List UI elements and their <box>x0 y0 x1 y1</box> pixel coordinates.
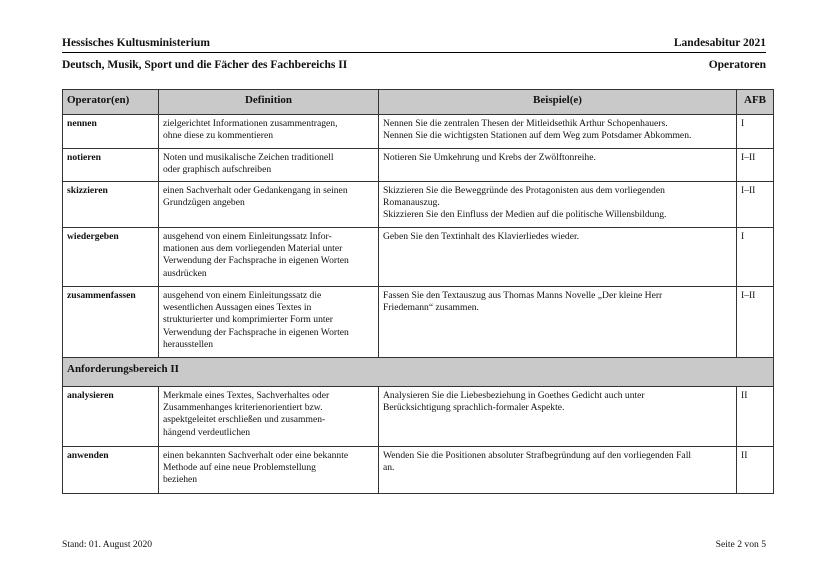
definition-cell <box>159 447 379 494</box>
example-line: Notieren Sie Umkehrung und Krebs der Zwölftonreihe. <box>383 152 596 163</box>
definition-line: oder graphisch aufschreiben <box>163 164 272 176</box>
table-header-row <box>63 90 774 115</box>
ministry-name: Hessisches Kultusministerium <box>62 37 210 49</box>
example-line: Analysieren Sie die Liebesbeziehung in Goethes Gedicht auch unter <box>383 390 645 401</box>
definition-line: beziehen <box>163 474 198 486</box>
example-cell <box>379 387 737 447</box>
example-line: an. <box>383 462 395 474</box>
section-heading: Anforderungsbereich II <box>63 358 774 387</box>
header-divider <box>62 52 766 53</box>
table-row <box>63 387 774 447</box>
page-footer <box>62 539 766 550</box>
example-cell <box>379 182 737 228</box>
example-line: Skizzieren Sie die Beweggründe des Protagonisten aus dem vorliegenden <box>383 185 665 196</box>
operator-cell: zusammenfassen <box>63 287 159 358</box>
definition-cell <box>159 228 379 287</box>
example-line: Nennen Sie die wichtigsten Stationen auf dem Weg zum Potsdamer Abkommen. <box>383 130 692 142</box>
example-line: Berücksichtigung sprachlich-formaler Aspekte. <box>383 402 565 414</box>
operator-cell: notieren <box>63 149 159 182</box>
definition-cell <box>159 115 379 149</box>
definition-line: herausstellen <box>163 338 214 350</box>
example-cell <box>379 149 737 182</box>
afb-cell: I <box>737 115 774 149</box>
operator-cell: skizzieren <box>63 182 159 228</box>
operator-cell: anwenden <box>63 447 159 494</box>
afb-cell: I–II <box>737 149 774 182</box>
definition-cell <box>159 149 379 182</box>
definition-cell <box>159 287 379 358</box>
definition-cell <box>159 387 379 447</box>
example-cell <box>379 447 737 494</box>
afb-cell: I <box>737 228 774 287</box>
definition-line: zielgerichtet Informationen zusammentragen, <box>163 118 338 129</box>
column-header-example: Beispiel(e) <box>379 90 737 115</box>
table-row <box>63 182 774 228</box>
operator-cell: wiedergeben <box>63 228 159 287</box>
definition-line: Verwendung der Fachsprache in eigenen Worten <box>163 255 349 267</box>
table-row <box>63 287 774 358</box>
table-row <box>63 447 774 494</box>
afb-cell: II <box>737 387 774 447</box>
definition-line: Methode auf eine neue Problemstellung <box>163 462 316 474</box>
operator-cell: nennen <box>63 115 159 149</box>
afb-cell: I–II <box>737 182 774 228</box>
definition-line: einen Sachverhalt oder Gedankengang in seinen <box>163 185 348 196</box>
afb-cell: I–II <box>737 287 774 358</box>
column-header-afb: AFB <box>737 90 774 115</box>
example-cell <box>379 228 737 287</box>
definition-line: mationen aus dem vorliegenden Material unter <box>163 243 343 255</box>
page-subheader <box>62 59 766 71</box>
table-row <box>63 115 774 149</box>
definition-line: ausdrücken <box>163 267 207 279</box>
footer-page-number: Seite 2 von 5 <box>715 539 766 550</box>
definition-line: ohne diese zu kommentieren <box>163 130 274 142</box>
definition-line: Zusammenhanges kriterienorientiert bzw. <box>163 402 323 414</box>
definition-line: wesentlichen Aussagen eines Textes in <box>163 302 312 314</box>
footer-date: Stand: 01. August 2020 <box>62 539 153 550</box>
operator-cell: analysieren <box>63 387 159 447</box>
page-header <box>62 37 766 49</box>
definition-line: Noten und musikalische Zeichen traditionell <box>163 152 334 163</box>
example-cell <box>379 115 737 149</box>
example-cell <box>379 287 737 358</box>
definition-cell <box>159 182 379 228</box>
example-line: Fassen Sie den Textauszug aus Thomas Manns Novelle „Der kleine Herr <box>383 290 663 301</box>
definition-line: Verwendung der Fachsprache in eigenen Worten <box>163 326 349 338</box>
operators-table <box>62 89 774 494</box>
section-row <box>63 358 774 387</box>
definition-line: strukturierter und komprimierter Form unter <box>163 314 333 326</box>
example-line: Friedemann“ zusammen. <box>383 302 479 314</box>
definition-line: Grundzügen angeben <box>163 197 245 209</box>
example-line: Romanauszug. <box>383 197 440 209</box>
example-line: Geben Sie den Textinhalt des Klavierliedes wieder. <box>383 231 580 242</box>
table-row <box>63 149 774 182</box>
definition-line: einen bekannten Sachverhalt oder eine bekannte <box>163 450 349 461</box>
definition-line: aspektgeleitet erschließen und zusammen- <box>163 414 326 426</box>
column-header-operator: Operator(en) <box>63 90 159 115</box>
afb-cell: II <box>737 447 774 494</box>
definition-line: hängend verdeutlichen <box>163 426 251 438</box>
table-row <box>63 228 774 287</box>
section-title: Operatoren <box>708 59 766 71</box>
example-line: Nennen Sie die zentralen Thesen der Mitleidsethik Arthur Schopenhauers. <box>383 118 668 129</box>
example-line: Skizzieren Sie den Einfluss der Medien auf die politische Willensbildung. <box>383 209 667 221</box>
definition-line: ausgehend von einem Einleitungssatz Infor- <box>163 231 332 242</box>
subjects-title: Deutsch, Musik, Sport und die Fächer des Fachbereichs II <box>62 59 348 71</box>
definition-line: ausgehend von einem Einleitungssatz die <box>163 290 322 301</box>
definition-line: Merkmale eines Textes, Sachverhaltes oder <box>163 390 330 401</box>
column-header-definition: Definition <box>159 90 379 115</box>
exam-title: Landesabitur 2021 <box>673 37 766 49</box>
example-line: Wenden Sie die Positionen absoluter Strafbegründung auf den vorliegenden Fall <box>383 450 692 461</box>
